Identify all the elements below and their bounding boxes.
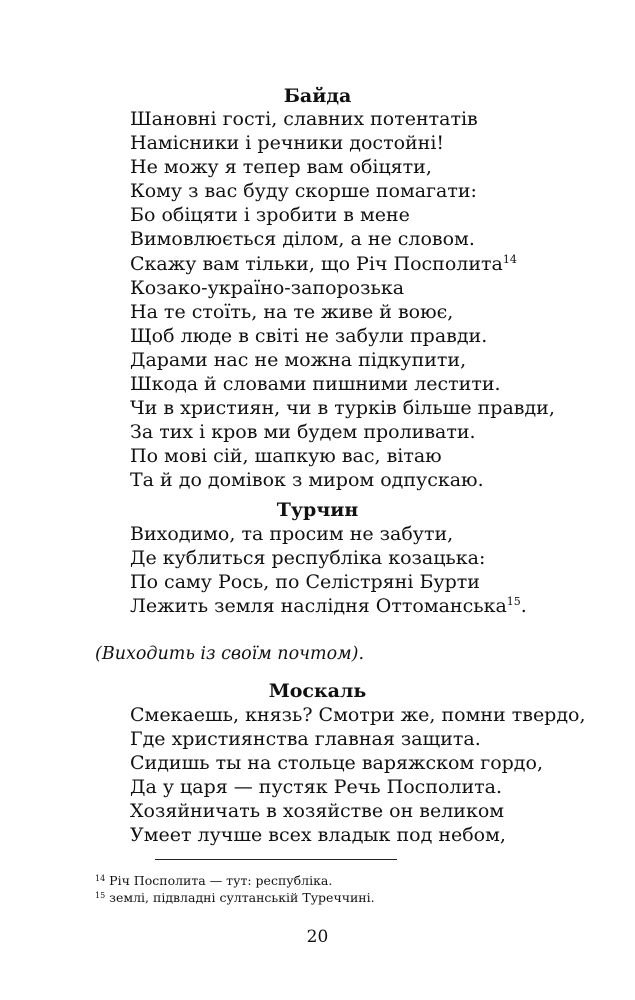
footnote-ref-14[interactable]: 14 — [502, 252, 517, 266]
footnote-14 — [95, 872, 375, 889]
verse-line: Хозяйничать в хозяйстве он великом — [130, 800, 505, 823]
verse-line-text: Скажу вам тільки, що Річ Посполита — [130, 252, 503, 275]
verse-line-end: . — [520, 595, 527, 618]
verse-line: Сидишь ты на стольце варяжском гордо, — [130, 752, 543, 775]
verse-line: Умеет лучше всех владык под небом, — [130, 824, 506, 847]
verse-block-moskal — [130, 703, 620, 848]
verse-line: Дарами нас не можна підкупити, — [130, 348, 467, 371]
verse-line: Шановні гості, славних потентатів — [130, 108, 478, 130]
verse-line: Де кублиться республіка козацька: — [130, 547, 486, 570]
verse-line: Да у царя — пустяк Речь Посполита. — [130, 776, 503, 799]
footnote-text: землі, підвладні султанській Туреччині. — [105, 890, 375, 905]
verse-line: Щоб люде в світі не забули правди. — [130, 324, 488, 347]
footnote-ref-15[interactable]: 15 — [506, 595, 521, 609]
verse-line — [130, 252, 620, 276]
verse-line: Чи в християн, чи в турків більше правди, — [130, 397, 555, 420]
verse-line — [130, 594, 620, 618]
stage-direction: (Виходить із своїм почтом). — [95, 644, 365, 664]
verse-line: Виходимо, та просим не забути, — [130, 523, 454, 545]
page-number: 20 — [306, 927, 329, 947]
footnote-divider — [155, 859, 397, 860]
verse-line: Намісники і речники достойні! — [130, 132, 445, 155]
footnote-mark: 14 — [95, 874, 106, 883]
footnotes — [95, 872, 375, 906]
verse-block-turchyn — [130, 522, 620, 618]
verse-line: Шкода й словами пишними лестити. — [130, 373, 501, 396]
verse-line: Смекаешь, князь? Смотри же, помни твердо, — [130, 704, 586, 726]
speaker-heading-bayda: Байда — [283, 85, 352, 107]
footnote-15 — [95, 889, 375, 906]
footnote-mark: 15 — [95, 891, 106, 900]
verse-line: Та й до домівок з миром одпускаю. — [130, 469, 484, 492]
verse-block-bayda — [130, 107, 620, 493]
verse-line: Вимовлюється ділом, а не словом. — [130, 228, 475, 251]
verse-line: Не можу я тепер вам обіцяти, — [130, 156, 432, 179]
speaker-heading-turchyn: Турчин — [276, 499, 359, 521]
verse-line: Бо обіцяти і зробити в мене — [130, 204, 410, 227]
verse-line: По саму Рось, по Селістряні Бурти — [130, 571, 480, 594]
verse-line: Козако-україно-запорозька — [130, 276, 405, 299]
verse-line: По мові сій, шапкую вас, вітаю — [130, 445, 442, 468]
verse-line-text: Лежить земля наслідня Оттоманська — [130, 595, 507, 618]
verse-line: На те стоїть, на те живе й воює, — [130, 300, 454, 323]
footnote-text: Річ Посполита — тут: республіка. — [105, 873, 333, 888]
verse-line: За тих і кров ми будем проливати. — [130, 421, 476, 444]
verse-line: Кому з вас буду скорше помагати: — [130, 180, 477, 203]
verse-line: Где християнства главная защита. — [130, 728, 481, 751]
speaker-heading-moskal: Москаль — [268, 680, 367, 702]
